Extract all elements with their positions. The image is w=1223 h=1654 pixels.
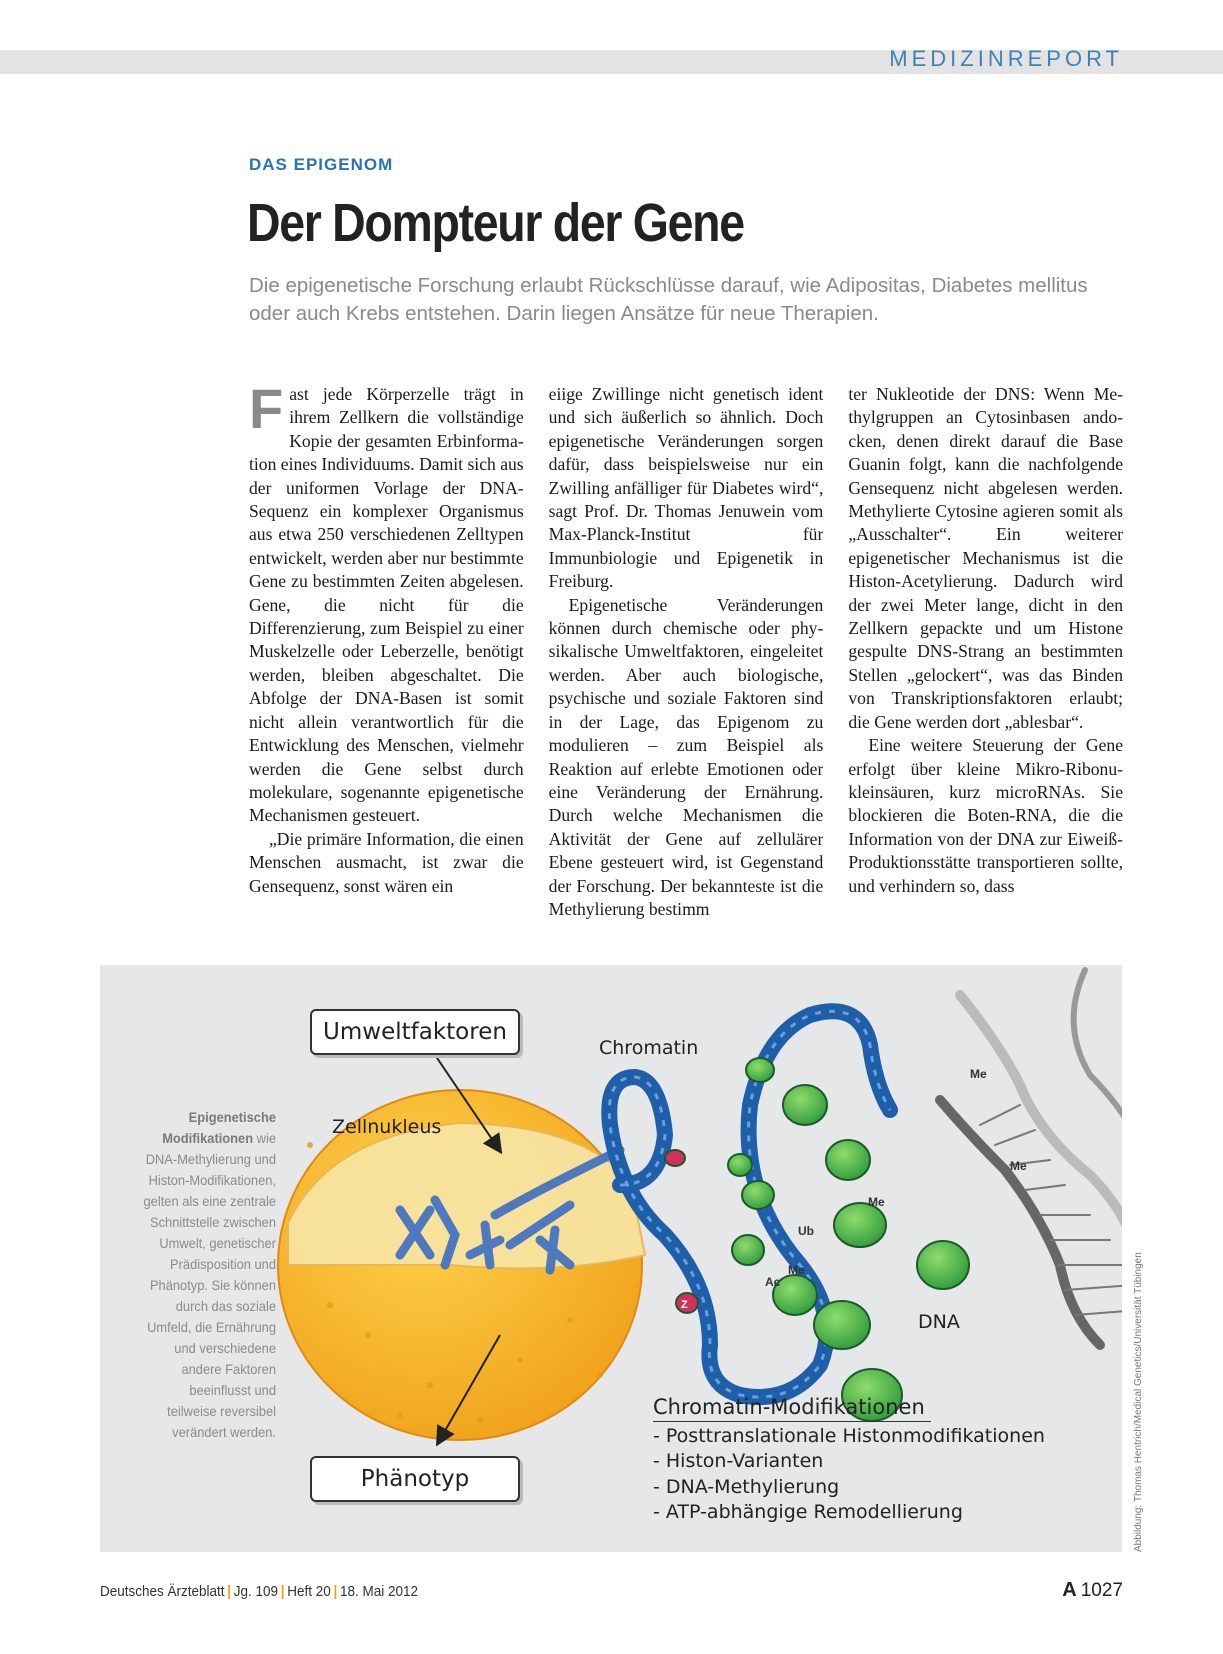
environment-label: Umweltfaktoren (323, 1019, 507, 1045)
paragraph: eiige Zwillinge nicht genetisch ident und sich äußerlich so ähnlich. Doch epigenetische Veränderungen sorgen dafür, dass beispielsweise nur ein Zwilling anfälliger für Diabetes wird“, sagt Prof. Dr. Thomas Jenuwein vom Max-Planck-Institut für Immunbiologie und Epigenetik in Freiburg. (548, 384, 824, 592)
issue-date: 18. Mai 2012 (339, 1583, 419, 1600)
dna-label: DNA (918, 1311, 960, 1333)
journal-issue: Heft 20 (287, 1583, 331, 1600)
page-prefix: A (1062, 1579, 1077, 1601)
drop-cap: F (249, 383, 284, 440)
caption-bold: Epigenetische Modifikationen (162, 1109, 276, 1146)
article-kicker: DAS EPIGENOM (249, 155, 394, 174)
mod-me-label: Me (788, 1263, 805, 1277)
modification-item: - Histon-Varianten (653, 1450, 824, 1472)
mod-me-label: Me (868, 1195, 885, 1209)
column-3 (848, 383, 1123, 923)
page-number (1062, 1579, 1123, 1602)
column-2 (549, 383, 824, 923)
environment-box (310, 1009, 520, 1055)
section-label: MEDIZINREPORT (889, 46, 1123, 71)
mod-me-label: Me (970, 1067, 987, 1081)
paragraph: ter Nukleotide der DNS: Wenn Methylgruppen an Cytosinbasen andocken, denen direkt darauf die Base Guanin folgt, kann die nachfolgende Gensequenz nicht abgelesen werden. Methylierte Cytosine agieren somit als „Ausschalter“. Ein weiterer epigenetischer Mechanismus ist die Histon-Acetylierung. Dadurch wird der zwei Meter lange, dicht in den Zellkern gepackte und um Histone gespulte DNS-Strang an bestimmten Stellen „gelockert“, was das Binden von Transkriptionsfaktoren erlaubt; die Gene werden dort „ablesbar“. (848, 384, 1124, 732)
journal-volume: Jg. 109 (233, 1583, 279, 1600)
mod-ub-label: Ub (798, 1224, 814, 1238)
article-title: Der Dompteur der Gene (247, 193, 744, 253)
paragraph: „Die primäre Information, die einen Menschen ausmacht, ist zwar die Gensequenz, sonst wären ein (249, 828, 524, 896)
modification-item: - Posttranslationale Histonmodifikationen (653, 1424, 1045, 1447)
phenotype-label: Phänotyp (360, 1466, 470, 1492)
modifications-title: Chromatin-Modifikationen (653, 1395, 931, 1422)
column-1 (249, 383, 524, 923)
modifications-list (653, 1395, 1045, 1526)
phenotype-box (310, 1456, 520, 1502)
page-number-value: 1027 (1080, 1580, 1123, 1601)
paragraph: ast jede Körperzelle trägt in ihrem Zellkern die vollständige Kopie der gesamten Erbinformation eines Individuums. Damit sich aus der uniformen Vorlage der DNA-Sequenz ein komplexer Organismus aus etwa 250 verschiedenen Zelltypen entwickelt, werden aber nur bestimmte Gene zu bestimmten Zeiten abgelesen. Gene, die nicht für die Differenzierung, zum Beispiel zu einer Muskelzelle oder Leberzelle, benötigt werden, bleiben abgeschaltet. Die Abfolge der DNA-Basen ist somit nicht allein verantwortlich für die Entwicklung des Menschen, vielmehr werden die Gene selbst durch molekulare, sogenannte epigenetische Mechanismen gesteuert. (249, 384, 524, 826)
modification-item: - DNA-Methylierung (653, 1475, 840, 1498)
mod-me-label: Me (1010, 1159, 1027, 1173)
journal-name: Deutsches Ärzteblatt (100, 1583, 225, 1600)
modification-item: - ATP-abhängige Remodellierung (653, 1501, 963, 1523)
nucleus-label: Zellnukleus (332, 1116, 442, 1138)
image-credit: Abbildung: Thomas Hentrich/Medical Genetics/Universität Tübingen (1133, 1252, 1144, 1552)
figure-caption (142, 1107, 276, 1443)
caption-text: wie DNA-Methylierung und Histon-Modifikationen, gelten als eine zentrale Schnittstelle zwischen Umwelt, genetischer Prädisposition und Phänotyp. Sie können durch das soziale Umfeld, die Ernährung und verschiedene andere Faktoren beeinflusst und teilweise reversibel verändert werden. (143, 1130, 276, 1440)
mod-z-label: Z (681, 1299, 688, 1311)
paragraph: Epigenetische Veränderungen können durch chemische oder physikalische Umweltfaktoren, eingeleitet werden. Aber auch biologische, psychische und soziale Faktoren sind in der Lage, das Epigenom zu modulieren – zum Beispiel als Reaktion auf erlebte Emotionen oder eine Veränderung der Ernährung. Durch welche Mechanismen die Aktivität der Gene auf zellulärer Ebene gesteuert wird, ist Gegenstand der Forschung. Der bekannteste ist die Methylierung bestimm (548, 594, 824, 919)
mod-ac-label: Ac (765, 1275, 781, 1289)
article-deck: Die epigenetische Forschung erlaubt Rückschlüsse darauf, wie Adipositas, Diabetes mellitus oder auch Krebs entstehen. Darin liegen Ansätze für neue Therapien. (249, 274, 1088, 325)
chromatin-label: Chromatin (599, 1037, 699, 1059)
page-footer: Deutsches Ärzteblatt | Jg. 109 | Heft 20 | 18. Mai 2012 (100, 1583, 419, 1600)
article-body (249, 383, 1123, 923)
dna-helix (940, 970, 1122, 1345)
nucleus-sphere (278, 1090, 645, 1440)
paragraph: Eine weitere Steuerung der Gene erfolgt über kleine Mikro-Ribonukleinsäuren, kurz microRNAs. Sie blockieren die Boten-RNA, die die Information von der DNA zur Eiweiß-Produktionsstätte transportieren sollte, und verhindern so, dass (848, 735, 1124, 896)
